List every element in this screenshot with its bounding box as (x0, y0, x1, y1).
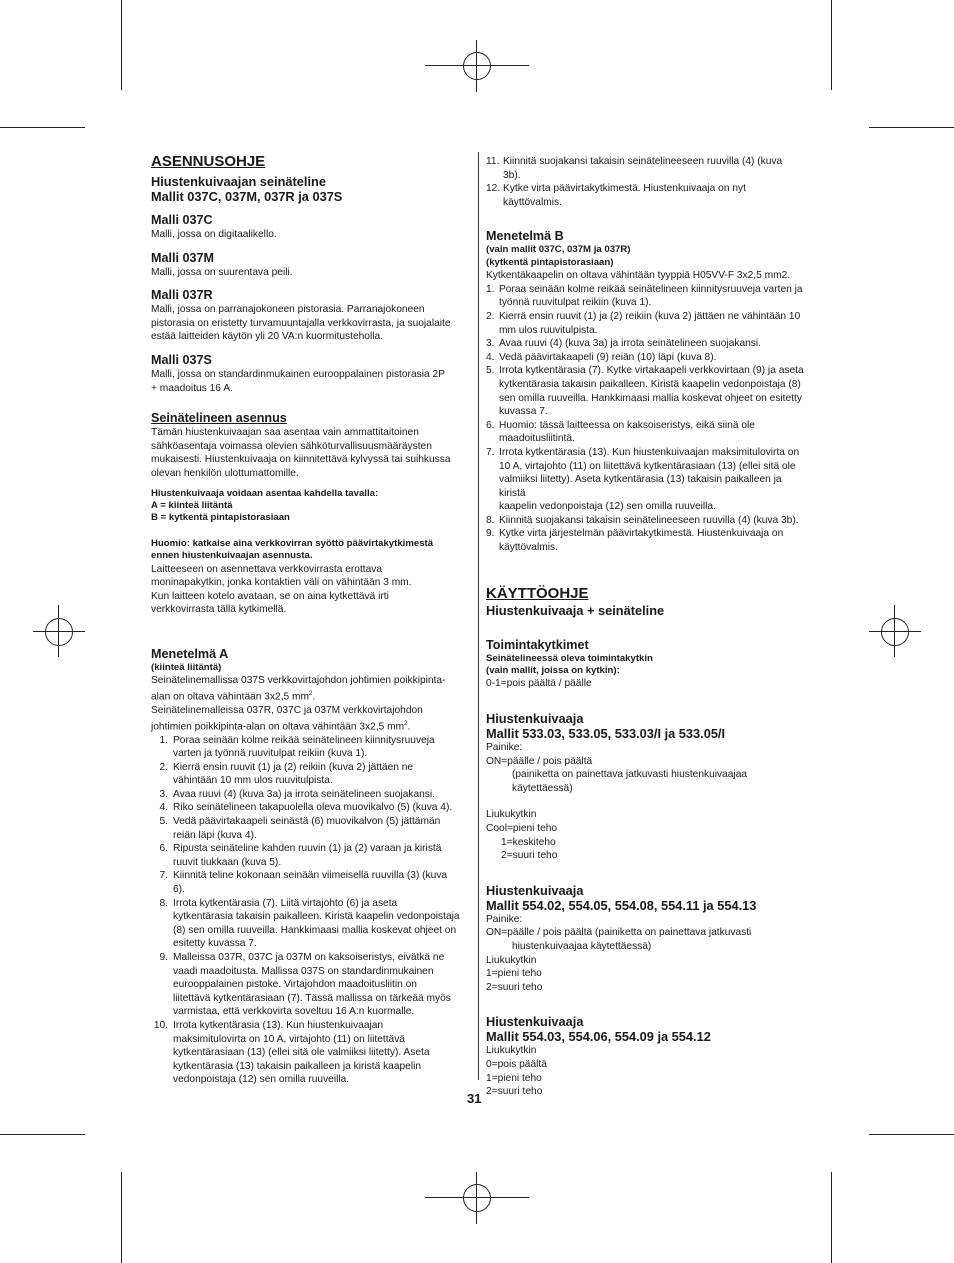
paragraph-line: Kytkentäkaapelin on oltava vähintään tyyppiä H05VV-F 3x2,5 mm2. (486, 270, 791, 282)
list-text-line: Kierrä ensin ruuvit (1) ja (2) reikiin (kuva 2) jättäen ne (173, 761, 414, 773)
list-text-line: kytkentärasia takaisin paikalleen. Kiristä kaapelin vedonpoistaja (8) (499, 378, 801, 390)
list-text-line: kytkentärasia takaisin paikalleen. Kiristä kaapelin vedonpoistaja (173, 911, 460, 923)
list-text-line: vähintään 10 mm ulos ruuvitulpista. (173, 775, 333, 787)
list-text (499, 446, 804, 514)
list-number: 3. (486, 338, 495, 350)
list-text (499, 337, 804, 351)
registration-circle (463, 1184, 491, 1212)
paragraph-line: sähköasentaja voimassa olevien sähköturvallisuusmääräysten (151, 440, 432, 452)
paragraph-line: olevan henkilön ulottumattomille. (151, 467, 299, 479)
list-number: 5. (486, 365, 495, 377)
list-text (173, 761, 469, 788)
paragraph-line: verkkovirrasta tällä kytkimellä. (151, 604, 287, 616)
list-item (151, 815, 469, 842)
crop-mark (0, 1134, 85, 1135)
list-item (486, 527, 804, 554)
method-subheading: (vain mallit 037C, 037M ja 037R) (486, 244, 631, 256)
paragraph-line: 0=pois päältä (486, 1058, 547, 1070)
list-text (499, 283, 804, 310)
list-item (486, 310, 804, 337)
list-text-line: maadoitusliitintä. (499, 433, 575, 445)
list-text-line: ruuvit tiukkaan (kuva 5). (173, 856, 282, 868)
model-heading: Hiustenkuivaaja (486, 882, 584, 898)
list-text (499, 514, 804, 528)
bold-note: A = kiinteä liitäntä (151, 499, 233, 511)
list-number: 11. (486, 156, 500, 167)
list-text-line: sen omilla ruuveilla. Hankkimaasi mallia koskevat ohjeet on esitetty (499, 392, 802, 404)
list-text-line: 10 A, virtajohto (11) on liitettävä kytkentärasiaan (13) (ellei sitä ole (499, 460, 796, 472)
model-text: Malli, jossa on suurentava peili. (151, 266, 293, 278)
crop-mark (121, 0, 122, 90)
list-text-line: Kiinnitä suojakansi takaisin seinätelineeseen ruuvilla (4) (kuva (503, 156, 783, 167)
list-number: 3. (159, 788, 168, 800)
paragraph-line: Laitteeseen on asennettava verkkovirrasta erottava (151, 563, 383, 575)
list-number: 1. (159, 734, 168, 746)
list-text (499, 310, 804, 337)
list-number: 2. (486, 310, 495, 322)
list-text-line: 3b). (503, 169, 521, 181)
model-text: Malli, jossa on digitaalikello. (151, 229, 277, 240)
list-number: 8. (486, 514, 495, 526)
list-text-line: Riko seinätelineen takapuolella oleva muovikalvo (5) (kuva 4). (173, 802, 453, 814)
list-text-line: (8) sen omilla ruuveilla. Hankkimaasi mallia koskevat ohjeet on (173, 924, 457, 936)
list-item (486, 337, 804, 351)
warning-note: ennen hiustenkuivaajan asennusta. (151, 550, 313, 562)
list-item (151, 734, 469, 761)
crop-mark (869, 127, 954, 128)
model-text: Malli, jossa on standardinmukainen eurooppalainen pistorasia 2P (151, 368, 445, 380)
paragraph-line: 2=suuri teho (486, 1086, 543, 1098)
list-text-line: kaapelin vedonpoistaja (12) sen omilla ruuveilla. (499, 501, 716, 513)
warning-note: Huomio: katkaise aina verkkovirran syöttö päävirtakytkimestä (151, 537, 434, 549)
crop-mark (121, 1172, 122, 1263)
crop-mark (831, 0, 832, 90)
list-text (499, 351, 804, 365)
paragraph-line: Liukukytkin (486, 954, 537, 966)
list-text-line: käyttövalmis. (503, 196, 562, 208)
list-text-line: Irrota kytkentärasia (7). Kytke virtakaapeli verkkovirtaan (9) ja aseta (499, 365, 804, 377)
list-text-line: esitetty kuvassa 7. (173, 938, 257, 950)
list-text-line: kytkentärasiaan (13) (ellei sitä ole valmiiksi liitetty). Aseta (173, 1047, 430, 1059)
method-subheading: (kytkentä pintapistorasiaan) (486, 256, 614, 268)
list-item (151, 842, 469, 869)
method-a-steps (151, 734, 469, 1087)
crop-mark (831, 1172, 832, 1263)
list-text-line: kuvassa 7. (499, 406, 548, 418)
list-number: 10. (153, 1019, 168, 1031)
paragraph-line: Cool=pieni teho (486, 823, 558, 835)
list-text-line: Avaa ruuvi (4) (kuva 3a) ja irrota seinätelineen suojakansi. (173, 788, 435, 800)
list-text (173, 1019, 469, 1087)
bold-note: (vain mallit, joissa on kytkin): (486, 665, 620, 677)
list-text-line: Poraa seinään kolme reikää seinätelineen kiinnitysruuveja (173, 734, 435, 746)
list-text (173, 897, 469, 951)
column-divider (478, 152, 479, 1080)
list-text-line: eurooppalainen pistoke. Virtajohdon maadoitusliitin on (173, 979, 417, 991)
list-number: 7. (486, 446, 495, 458)
model-heading: Malli 037C (151, 213, 213, 227)
left-column (151, 153, 469, 1087)
list-text-line: varmistaa, että verkkovirta soveltuu 16 A:n kuormalle. (173, 1006, 415, 1018)
paragraph-line: 1=pieni teho (486, 968, 542, 980)
model-heading: Malli 037S (151, 352, 212, 367)
list-item (486, 419, 804, 446)
paragraph-line: johtimien poikkipinta-alan on oltava vähintään 3x2,5 $mm^2$. (151, 720, 411, 732)
list-item (151, 761, 469, 788)
list-number: 9. (159, 952, 168, 963)
list-number: 8. (159, 897, 168, 909)
registration-circle (881, 618, 909, 646)
right-column (486, 155, 804, 1099)
crop-mark (869, 1134, 954, 1135)
list-number: 12. (486, 183, 501, 195)
model-heading: Malli 037M (151, 250, 214, 265)
list-text-line: maksimitulovirta on 10 A, virtajohto (11) on liitettävä (173, 1033, 405, 1045)
method-heading: Menetelmä B (486, 229, 564, 244)
list-item (151, 788, 469, 802)
list-text (499, 364, 804, 418)
bold-note: B = kytkentä pintapistorasiaan (151, 512, 290, 524)
model-heading: Hiustenkuivaaja (486, 711, 584, 727)
list-text (173, 801, 469, 815)
list-text-line: vaadi maadoitusta. Mallissa 037S on standardinmukainen (173, 965, 434, 977)
list-item (486, 351, 804, 365)
paragraph-line: 0-1=pois päältä / päälle (486, 678, 592, 690)
model-heading: Hiustenkuivaaja (486, 1014, 584, 1030)
method-b-steps (486, 283, 804, 555)
list-text (499, 419, 804, 446)
model-heading: Mallit 554.03, 554.06, 554.09 ja 554.12 (486, 1029, 711, 1045)
list-text-line: Malleissa 037R, 037C ja 037M on kaksoiseristys, eivätkä ne (173, 952, 445, 963)
paragraph-line: alan on oltava vähintään 3x2,5 $mm^2$. (151, 690, 316, 703)
crop-mark (0, 127, 85, 128)
paragraph-line: käytettäessä) (512, 782, 573, 794)
subtitle: Hiustenkuivaaja + seinäteline (486, 602, 665, 618)
paragraph-line: Liukukytkin (486, 809, 537, 821)
registration-circle (463, 52, 491, 80)
list-text-line: Kytke virta päävirtakytkimestä. Hiustenkuivaaja on nyt (503, 183, 746, 195)
list-text-line: Avaa ruuvi (4) (kuva 3a) ja irrota seinätelineen suojakansi. (499, 338, 761, 350)
list-text-line: mm ulos ruuvitulpista. (499, 324, 598, 336)
paragraph-line: 2=suuri teho (501, 850, 558, 862)
list-item (151, 1019, 469, 1087)
list-item (151, 869, 469, 896)
list-text (173, 788, 469, 802)
list-text-line: Huomio: tässä laitteessa on kaksoiseristys, eikä siinä ole (499, 419, 755, 431)
list-text (173, 734, 469, 761)
list-item (486, 514, 804, 528)
list-text-line: 6). (173, 884, 185, 896)
list-text-line: kytkentärasia (13) takaisin paikalleen ja kiristä kaapelin (173, 1060, 422, 1072)
subtitle: Mallit 037C, 037M, 037R ja 037S (151, 189, 343, 204)
list-item (486, 364, 804, 418)
list-text-line: Vedä päävirtakaapeli seinästä (6) muovikalvon (5) jättämän (173, 816, 441, 828)
paragraph-line: ON=päälle / pois päältä (486, 755, 593, 767)
list-text-line: vedonpoistaja (12) sen omilla ruuveilla. (173, 1074, 350, 1086)
list-text-line: käyttövalmis. (499, 542, 558, 554)
list-text-line: Kiinnitä teline kokonaan seinään viimeisellä ruuvilla (3) (kuva (173, 870, 448, 882)
list-item (486, 283, 804, 310)
method-subheading: (kiinteä liitäntä) (151, 661, 222, 673)
section-title: KÄYTTÖOHJE (486, 584, 589, 602)
paragraph-line: (painiketta on painettava jatkuvasti hiustenkuivaajaa (512, 769, 748, 781)
paragraph-line: 1=pieni teho (486, 1072, 542, 1084)
subtitle: Hiustenkuivaajan seinäteline (151, 174, 326, 189)
bold-note: Seinätelineessä oleva toimintakytkin (486, 652, 653, 664)
list-text-line: Kiinnitä suojakansi takaisin seinätelineeseen ruuvilla (4) (kuva 3b). (499, 514, 799, 526)
list-item (486, 155, 804, 182)
section-heading: Seinätelineen asennus (151, 411, 287, 426)
list-number: 1. (486, 283, 495, 295)
switches-heading: Toimintakytkimet (486, 637, 589, 652)
list-text (173, 815, 469, 842)
list-text (173, 869, 469, 896)
method-a-steps-continued (486, 155, 804, 209)
section-title: ASENNUSOHJE (151, 153, 266, 170)
model-text: + maadoitus 16 A. (151, 382, 233, 394)
registration-circle (45, 618, 73, 646)
list-text-line: Ripusta seinäteline kahden ruuvin (1) ja (2) varaan ja kiristä (173, 843, 442, 855)
model-text: estää laitteiden käytön yli 20 VA:n kuormitusteholla. (151, 331, 383, 343)
paragraph-line: 2=suuri teho (486, 981, 543, 993)
list-text-line: Kierrä ensin ruuvit (1) ja (2) reikiin (kuva 2) jättäen ne vähintään 10 (499, 310, 801, 322)
list-text-line: liitettävä kytkentärasiaan (7). Tässä mallissa on tärkeää myös (173, 992, 451, 1004)
list-text-line: työnnä ruuvitulpat reikiin (kuva 1). (499, 297, 652, 309)
bold-note: Hiustenkuivaaja voidaan asentaa kahdella tavalla: (151, 487, 379, 499)
paragraph-line: Seinätelinemalleissa 037R, 037C ja 037M verkkovirtajohdon (151, 704, 423, 716)
paragraph-line: hiustenkuivaajaa käytettäessä) (512, 941, 652, 952)
list-text (503, 155, 804, 182)
list-text (173, 842, 469, 869)
list-number: 6. (159, 843, 168, 855)
list-text (503, 182, 804, 209)
paragraph-line: ON=päälle / pois päältä (painiketta on painettava jatkuvasti (486, 927, 752, 939)
list-number: 9. (486, 528, 495, 540)
list-text-line: valmiiksi liitetty). Aseta kytkentärasia (13) takaisin paikalleen ja kiristä (499, 474, 782, 499)
paragraph-line: Kun laitteen kotelo avataan, se on aina kytkettävä irti (151, 590, 389, 602)
list-text-line: Irrota kytkentärasia (13). Kun hiustenkuivaajan maksimitulovirta on (499, 446, 800, 458)
list-text-line: Irrota kytkentärasia (13). Kun hiustenkuivaajan (173, 1019, 384, 1031)
list-item (486, 446, 804, 514)
list-text-line: Vedä päävirtakaapeli (9) reiän (10) läpi (kuva 8). (499, 351, 717, 363)
model-heading: Malli 037R (151, 288, 213, 303)
page-number: 31 (467, 1091, 482, 1106)
list-text-line: Kytke virta järjestelmän päävirtakytkimestä. Hiustenkuivaaja on (499, 528, 784, 540)
list-text (499, 527, 804, 554)
list-text (173, 951, 469, 1019)
paragraph-line: Painike: (486, 742, 523, 754)
model-text: pistorasia on eristetty turvamuuntajalla verkkovirrasta, ja suojalaite (151, 317, 451, 329)
list-number: 7. (159, 870, 168, 882)
list-item (151, 801, 469, 815)
list-item (486, 182, 804, 209)
method-heading: Menetelmä A (151, 646, 229, 661)
paragraph-line: 1=keskiteho (501, 836, 556, 848)
list-text-line: Irrota kytkentärasia (7). Liitä virtajohto (6) ja aseta (173, 897, 398, 909)
paragraph-line: moninapakytkin, jonka kontaktien väli on vähintään 3 mm. (151, 577, 412, 589)
list-number: 4. (159, 802, 168, 814)
list-text-line: varten ja työnnä ruuvitulpat reikiin (kuva 1). (173, 748, 368, 760)
paragraph-line: Liukukytkin (486, 1045, 537, 1057)
paragraph-line: Tämän hiustenkuivaajan saa asentaa vain ammattitaitoinen (151, 427, 419, 439)
list-number: 2. (159, 761, 168, 773)
list-number: 4. (486, 351, 495, 363)
list-number: 5. (159, 816, 168, 828)
model-heading: Mallit 554.02, 554.05, 554.08, 554.11 ja 554.13 (486, 897, 757, 913)
list-text-line: reiän läpi (kuva 4). (173, 829, 257, 841)
paragraph-line: Painike: (486, 913, 523, 925)
list-item (151, 897, 469, 951)
model-text: Malli, jossa on parranajokoneen pistorasia. Parranajokoneen (151, 304, 425, 316)
list-number: 6. (486, 419, 495, 431)
model-heading: Mallit 533.03, 533.05, 533.03/I ja 533.05/I (486, 726, 726, 742)
paragraph-line: Seinätelinemallissa 037S verkkovirtajohdon johtimien poikkipinta- (151, 675, 446, 687)
list-item (151, 951, 469, 1019)
list-text-line: Poraa seinään kolme reikää seinätelineen kiinnitysruuveja varten ja (499, 283, 803, 295)
paragraph-line: mukaisesti. Hiustenkuivaaja on kiinnitettävä kylvyssä tai suihkussa (151, 454, 451, 466)
